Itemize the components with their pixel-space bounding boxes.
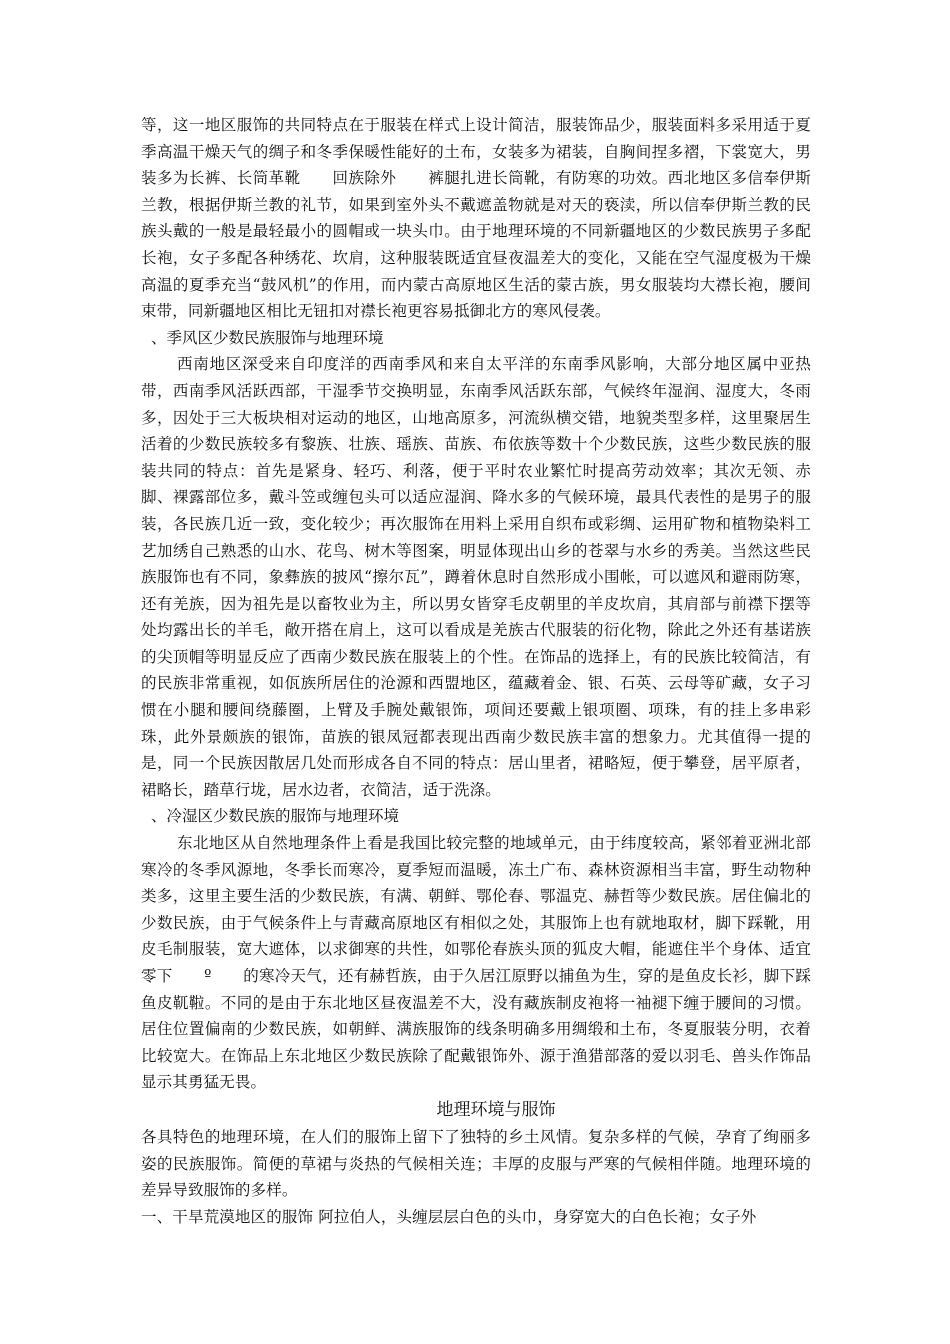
section-heading-cold-humid: 、冷湿区少数民族的服饰与地理环境: [151, 807, 400, 826]
document-body: [141, 112, 811, 1230]
paragraph-southwest-clothing: 西南地区深受来自印度洋的西南季风和来自太平洋的东南季风影响，大部分地区属中亚热带，西南季风活跃西部，干湿季节交换明显，东南季风活跃东部，气候终年湿润、湿度大，冬雨多，因处于三大板块相对运动的地区，山地高原多，河流纵横交错，地貌类型多样，这里聚居生活着的少数民族较多有黎族、壮族、瑶族、苗族、布依族等数十个少数民族，这些少数民族的服装共同的特点：首先是紧身、轻巧、利落，便于平时农业繁忙时提高劳动效率；其次无领、赤脚、裸露部位多，戴斗笠或缠包头可以适应湿润、降水多的气候环境，最具代表性的是男子的服装，各民族几近一致，变化较少；再次服饰在用料上采用自织布或彩绸、运用矿物和植物染料工艺加绣自己熟悉的山水、花鸟、树木等图案，明显体现出山乡的苍翠与水乡的秀美。当然这些民族服饰也有不同，象彝族的披风“擦尔瓦”，蹲着休息时自然形成小围帐，可以遮风和避雨防寒，还有羌族，因为祖先是以畜牧业为主，所以男女皆穿毛皮朝里的羊皮坎肩，其肩部与前襟下摆等处均露出长的羊毛，敞开搭在肩上，这可以看成是羌族古代服装的衍化物，除此之外还有基诺族的尖顶帽等明显反应了西南少数民族在服装上的个性。在饰品的选择上，有的民族比较简洁，有的民族非常重视，如佤族所居住的沧源和西盟地区，蕴藏着金、银、石英、云母等矿藏，女子习惯在小腿和腰间绕藤圈，上臂及手腕处戴银饰，项间还要戴上银项圈、项珠，有的挂上多串彩珠，此外景颇族的银饰，苗族的银凤冠都表现出西南少数民族丰富的想象力。尤其值得一提的是，同一个民族因散居几处而形成各自不同的特点：居山里者，裙略短，便于攀登，居平原者，裙略长，踏草行垅，居水边者，衣简洁，适于洗涤。: [141, 355, 811, 799]
paragraph-northwest-clothing: 等，这一地区服饰的共同特点在于服装在样式上设计简洁，服装饰品少，服装面料多采用适于夏季高温干燥天气的绸子和冬季保暖性能好的土布，女装多为裙装，自胸间捏多褶，下裳宽大，男装多为长裤、长筒革靴 回族除外 裤腿扎进长筒靴，有防寒的功效。西北地区多信奉伊斯兰教，根据伊斯兰教的礼节，如果到室外头不戴遮盖物就是对天的亵渎，所以信奉伊斯兰教的民族头戴的一般是最轻最小的圆帽或一块头巾。由于地理环境的不同新疆地区的少数民族男子多配长袍，女子多配各种绣花、坎肩，这种服装既适宜昼夜温差大的变化，又能在空气湿度极为干燥高温的夏季充当“鼓风机”的作用，而内蒙古高原地区生活的蒙古族，男女服装均大襟长袍，腰间束带，同新疆地区相比无钮扣对襟长袍更容易抵御北方的寒风侵袭。: [141, 116, 811, 321]
paragraph-intro: 各具特色的地理环境，在人们的服饰上留下了独特的乡土风情。复杂多样的气候，孕育了绚丽多姿的民族服饰。简便的草裙与炎热的气候相关连；丰厚的皮服与严寒的气候相伴随。地理环境的差异导致服饰的多样。: [141, 1127, 811, 1200]
paragraph-northeast-clothing: 东北地区从自然地理条件上看是我国比较完整的地域单元，由于纬度较高，紧邻着亚洲北部寒冷的冬季风源地，冬季长而寒冷，夏季短而温暖，冻土广布、森林资源相当丰富，野生动物种类多，这里主要生活的少数民族，有满、朝鲜、鄂伦春、鄂温克、赫哲等少数民族。居住偏北的少数民族，由于气候条件上与青藏高原地区有相似之处，其服饰上也有就地取材，脚下踩靴，用皮毛制服装，宽大遮体，以求御寒的共性，如鄂伦春族头顶的狐皮大帽，能遮住半个身体、适宜零下 º 的寒冷天气，还有赫哲族，由于久居江原野以捕鱼为生，穿的是鱼皮长衫，脚下踩鱼皮靰鞡。不同的是由于东北地区昼夜温差不大，没有藏族制皮袍将一袖褪下缠于腰间的习惯。居住位置偏南的少数民族，如朝鲜、满族服饰的线条明确多用绸缎和土布，冬夏服装分明，衣着比较宽大。在饰品上东北地区少数民族除了配戴银饰外、源于渔猎部落的爱以羽毛、兽头作饰品显示其勇猛无畏。: [141, 834, 811, 1092]
paragraph-arid-desert: 一、干旱荒漠地区的服饰 阿拉伯人，头缠层层白色的头巾，身穿宽大的白色长袍；女子外: [141, 1207, 757, 1226]
section-heading-monsoon: 、季风区少数民族服饰与地理环境: [151, 328, 384, 347]
article-title: 地理环境与服饰: [436, 1099, 556, 1120]
